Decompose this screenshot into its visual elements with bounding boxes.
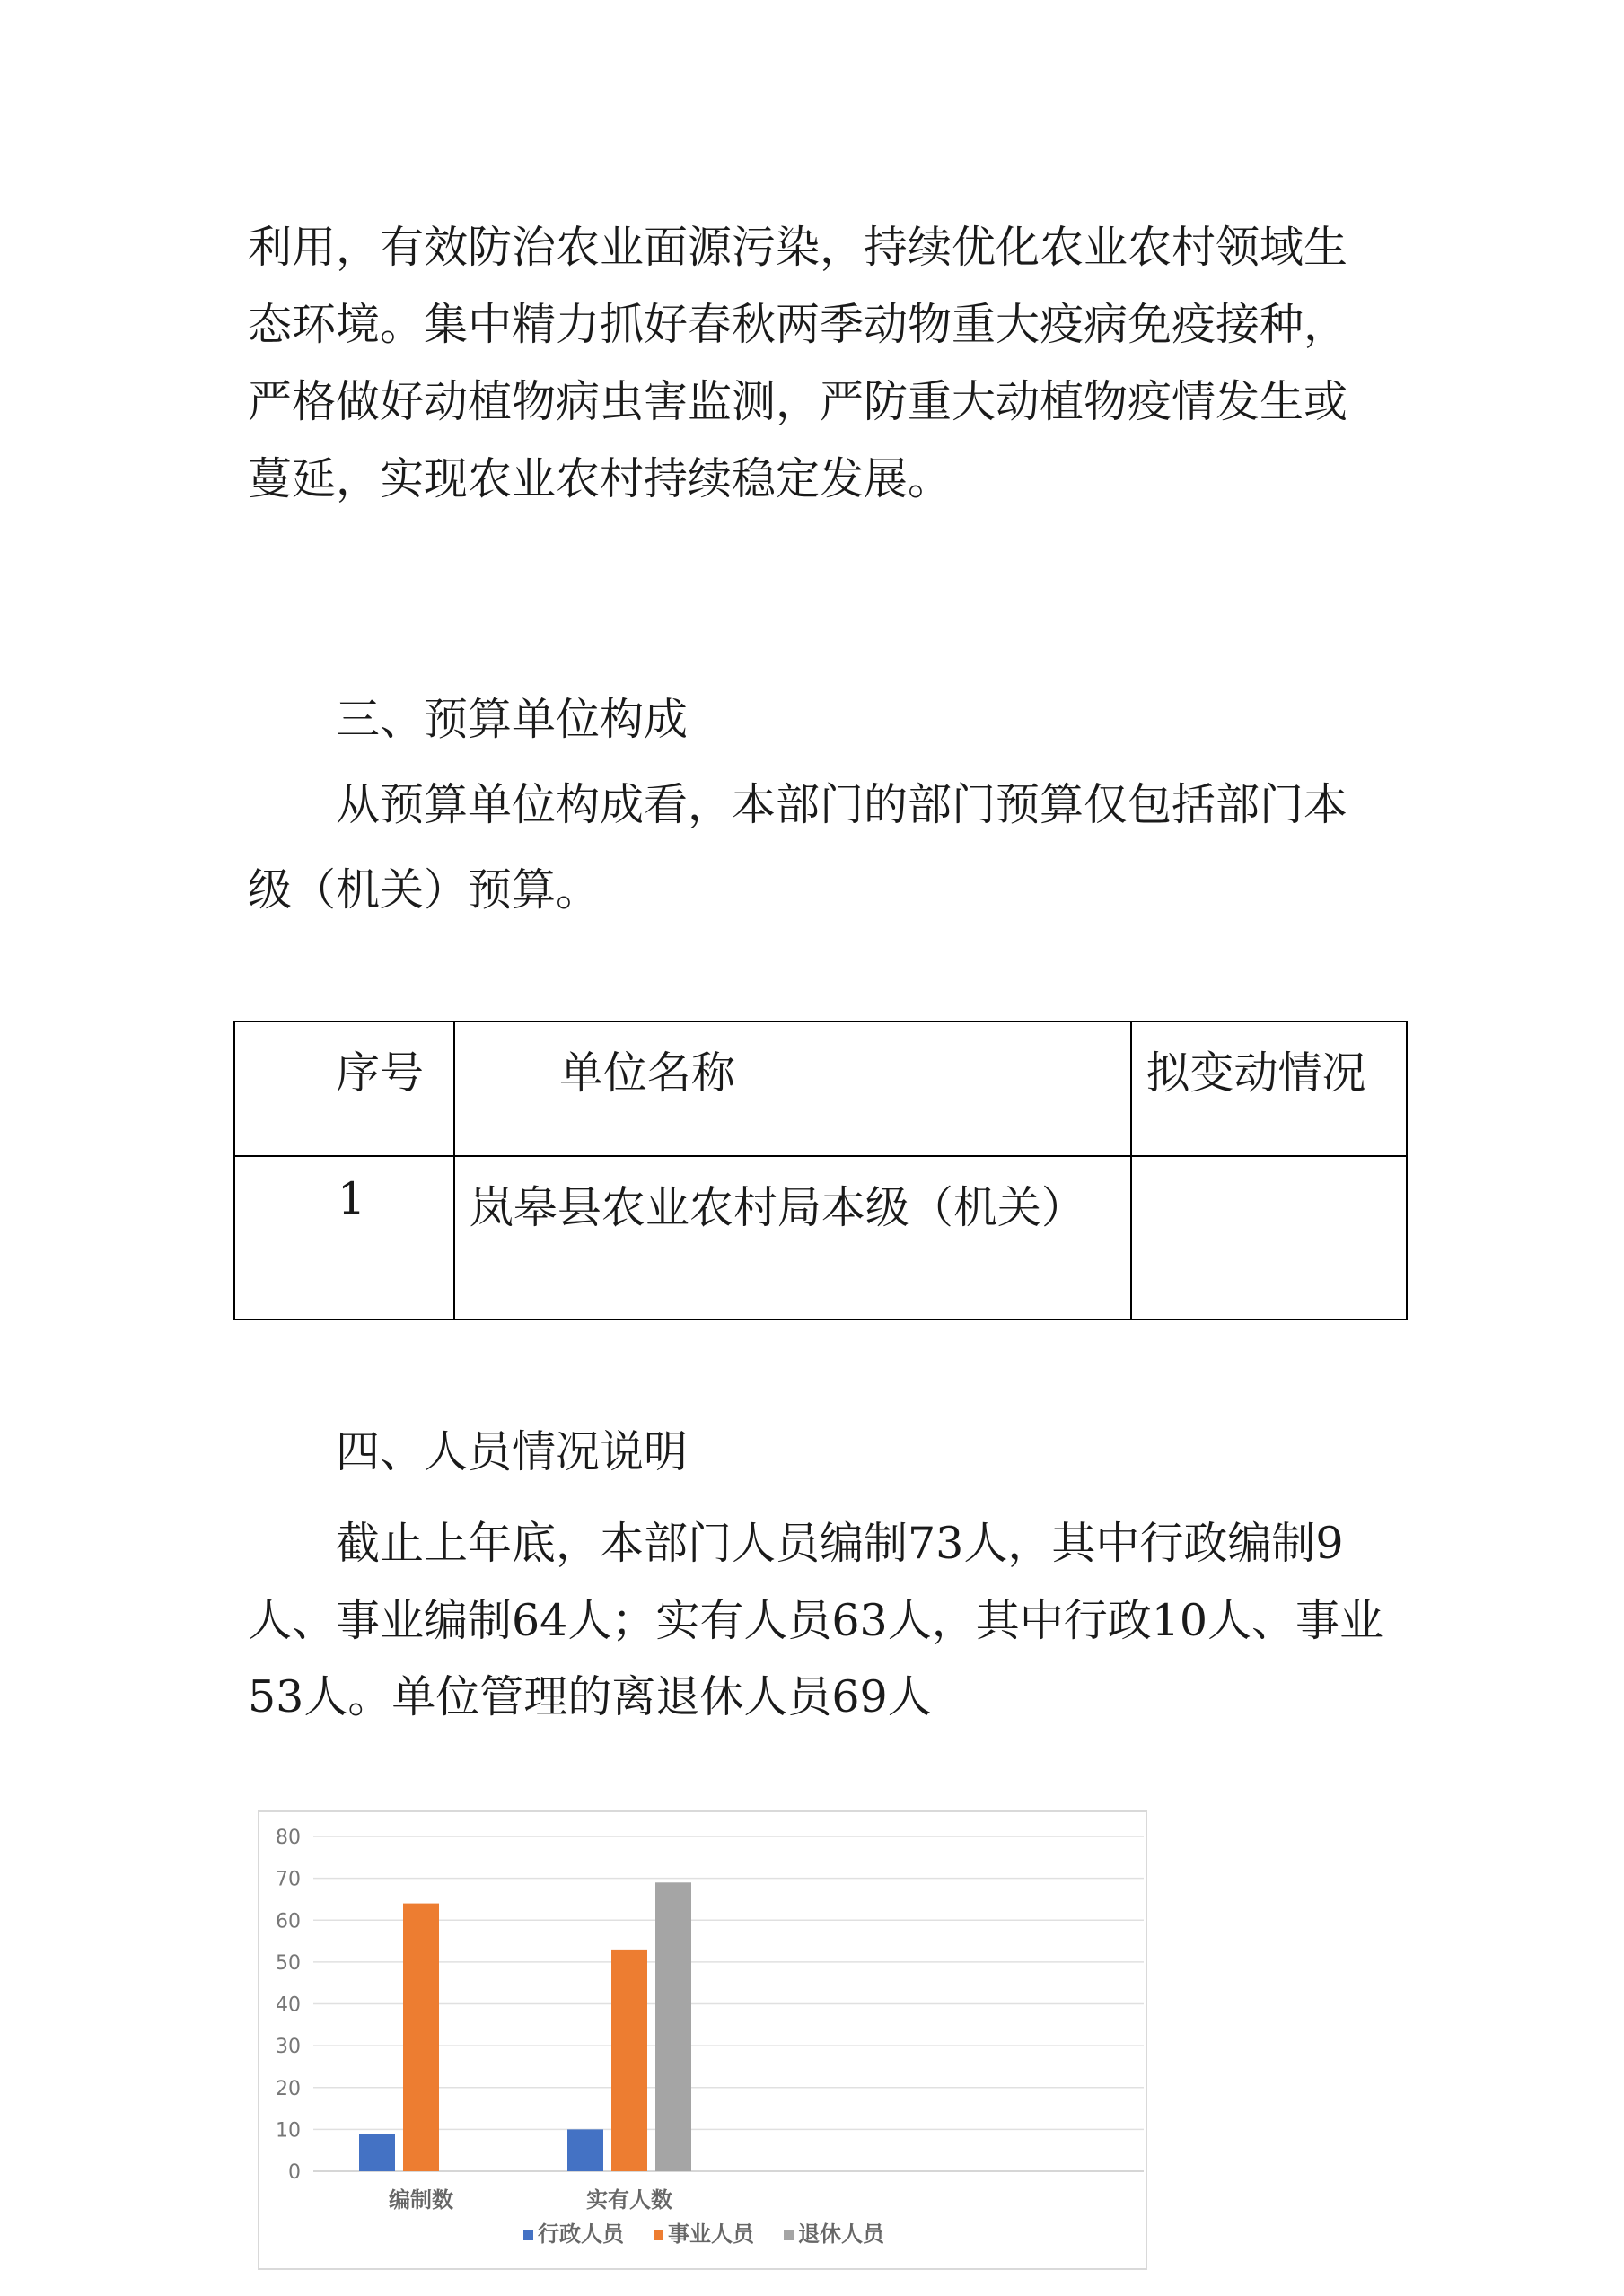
section4-line-3: 53人。单位管理的离退休人员69人 [248, 1671, 932, 1722]
header-cell-change: 拟变动情况 [1131, 1021, 1407, 1156]
section4-heading: 四、人员情况说明 [336, 1426, 689, 1477]
intro-line: 态环境。集中精力抓好春秋两季动物重大疫病免疫接种， [248, 299, 1348, 350]
budget-unit-table [233, 1021, 1408, 1320]
section4-line-2: 人、事业编制64人；实有人员63人，其中行政10人、事业 [248, 1595, 1384, 1646]
legend-label: 事业人员 [668, 2222, 754, 2247]
legend-swatch [654, 2230, 663, 2240]
y-tick-label: 30 [276, 2036, 301, 2059]
section4-line-1: 截止上年底，本部门人员编制73人，其中行政编制9 [336, 1518, 1344, 1569]
section3-line-1: 从预算单位构成看，本部门的部门预算仅包括部门本 [336, 779, 1348, 830]
bar [655, 1882, 691, 2171]
intro-paragraph [248, 209, 1352, 518]
header-cell-index: 序号 [234, 1021, 454, 1156]
y-tick-label: 70 [276, 1868, 301, 1891]
staff-bar-chart-svg [259, 1812, 1146, 2268]
row-cell-index: 1 [234, 1156, 454, 1319]
table-header-row [234, 1021, 1407, 1156]
y-tick-label: 80 [276, 1827, 301, 1849]
legend-label: 行政人员 [538, 2222, 624, 2247]
intro-line: 严格做好动植物病虫害监测，严防重大动植物疫情发生或 [248, 376, 1348, 427]
section3-line-2: 级（机关）预算。 [248, 864, 601, 916]
x-category-label: 编制数 [389, 2187, 453, 2213]
bar [403, 1904, 439, 2171]
y-tick-label: 20 [276, 2077, 301, 2100]
y-tick-label: 0 [288, 2161, 301, 2184]
legend-swatch [523, 2230, 533, 2240]
y-tick-label: 10 [276, 2119, 301, 2143]
row-cell-change [1131, 1156, 1407, 1319]
bar [611, 1950, 647, 2171]
legend-label: 退休人员 [798, 2222, 884, 2247]
y-tick-label: 40 [276, 1994, 301, 2017]
intro-line: 利用，有效防治农业面源污染，持续优化农业农村领域生 [248, 222, 1348, 273]
section3-heading: 三、预算单位构成 [336, 694, 689, 745]
row-cell-unit-name: 岚皋县农业农村局本级（机关） [454, 1156, 1131, 1319]
y-tick-label: 50 [276, 1951, 301, 1975]
staff-chart [258, 1810, 1147, 2270]
y-tick-label: 60 [276, 1910, 301, 1933]
x-category-label: 实有人数 [586, 2187, 672, 2213]
intro-line: 蔓延，实现农业农村持续稳定发展。 [248, 453, 952, 504]
legend-swatch [784, 2230, 794, 2240]
header-cell-unit-name: 单位名称 [454, 1021, 1131, 1156]
table-row [234, 1156, 1407, 1319]
bar [567, 2129, 603, 2171]
bar [359, 2134, 395, 2171]
